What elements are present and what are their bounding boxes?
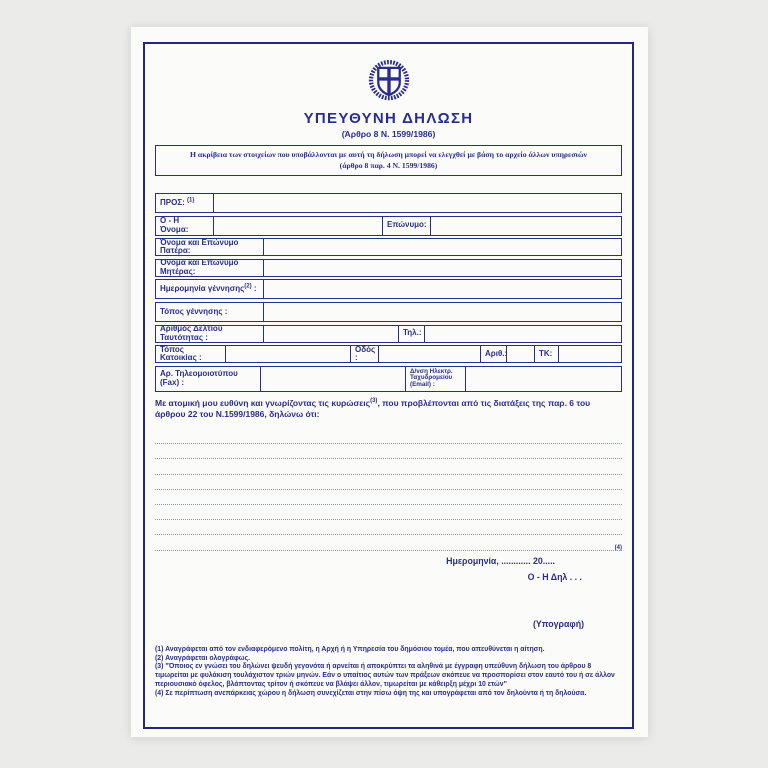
row-birth-date [155, 279, 622, 299]
declaration-line [155, 459, 622, 474]
email-field [466, 367, 621, 391]
row-fax-email [155, 366, 622, 392]
row-mother [155, 259, 622, 277]
declaration-line [155, 429, 622, 444]
birth-place-field [264, 303, 621, 321]
street-no-label: Αριθ.: [481, 346, 507, 362]
row-id-number [155, 325, 622, 343]
declaration-line [155, 475, 622, 490]
street-field [379, 346, 481, 362]
postal-code-field [559, 346, 621, 362]
date-line: Ημερομηνία, ............ 20..... [446, 556, 555, 566]
notice-line1: Η ακρίβεια των στοιχείων που υποβάλλονται με αυτή τη δήλωση μπορεί να ελεγχθεί με βάση το αρχείο άλλων υπηρεσιών [190, 149, 587, 159]
declaration-line [155, 535, 622, 550]
phone-field [425, 326, 621, 342]
name-field [214, 217, 383, 235]
father-label: Όνομα και Επώνυμο Πατέρα: [156, 239, 264, 255]
declaration-line [155, 490, 622, 505]
declaration-line [155, 505, 622, 520]
row-name [155, 216, 622, 236]
declaration-intro: Με ατομική μου ευθύνη και γνωρίζοντας τις κυρώσεις$^{(3)}$, που προβλέπονται από τις διατάξεις της παρ. 6 του άρθρου 22 του Ν.1599/1986, δηλώνω ότι: [155, 398, 591, 419]
form-subtitle: (Άρθρο 8 Ν. 1599/1986) [341, 129, 436, 139]
row-birth-place [155, 302, 622, 322]
notice-box [155, 145, 622, 176]
continuation-footnote-marker: (4) [614, 544, 622, 551]
birth-place-label: Τόπος γέννησης : [156, 303, 264, 321]
fax-field [261, 367, 406, 391]
declarant-line: Ο - Η Δηλ . . . [527, 572, 582, 582]
id-number-label: Αριθμός Δελτίου Ταυτότητας : [156, 326, 264, 342]
id-number-field [264, 326, 399, 342]
signature-label: (Υπογραφή) [533, 619, 584, 629]
footnote-2: (2) Αναγράφεται ολογράφως. [155, 654, 251, 662]
form-title: ΥΠΕΥΘΥΝΗ ΔΗΛΩΣΗ [303, 110, 474, 127]
to-label: ΠΡΟΣ: $^{(1)}$ [156, 194, 214, 212]
form-table [155, 193, 622, 392]
form-page [131, 27, 648, 737]
row-residence [155, 345, 622, 363]
surname-label: Επώνυμο: [383, 217, 431, 235]
to-field [214, 194, 621, 212]
mother-label: Όνομα και Επώνυμο Μητέρας: [156, 260, 264, 276]
row-to [155, 193, 622, 213]
footnote-4: (4) Σε περίπτωση ανεπάρκειας χώρου η δήλωση συνεχίζεται στην πίσω όψη της και υπογράφεται από τον δηλούντα ή τη δηλούσα. [155, 689, 587, 697]
street-label: Οδός : [351, 346, 379, 362]
street-no-field [507, 346, 535, 362]
phone-label: Τηλ.: [399, 326, 425, 342]
email-label: Δ/νση Ηλεκτρ. Ταχυδρομείου (Email) : [406, 367, 466, 391]
footnotes [155, 646, 622, 698]
birth-date-label: Ημερομηνία γέννησης$^{(2)}$ : [156, 280, 264, 298]
postal-code-label: ΤΚ: [535, 346, 559, 362]
declaration-line [155, 444, 622, 459]
row-father [155, 238, 622, 256]
notice-line2: (άρθρο 8 παρ. 4 Ν. 1599/1986) [339, 160, 438, 170]
residence-field [226, 346, 351, 362]
name-label: Ο - Η Όνομα: [156, 217, 214, 235]
footnote-1: (1) Αναγράφεται από τον ενδιαφερόμενο πολίτη, η Αρχή ή η Υπηρεσία του δημόσιου τομέα, που απευθύνεται η αίτηση. [155, 646, 545, 653]
page-content [155, 27, 622, 737]
greek-national-emblem-icon [155, 57, 622, 109]
surname-field [431, 217, 621, 235]
declaration-line [155, 520, 622, 535]
residence-label: Τόπος Κατοικίας : [156, 346, 226, 362]
declaration-writing-area [155, 429, 622, 551]
mother-field [264, 260, 621, 276]
birth-date-field [264, 280, 621, 298]
fax-label: Αρ. Τηλεομοιοτύπου (Fax) : [156, 367, 261, 391]
father-field [264, 239, 621, 255]
footnote-3: (3) "Όποιος εν γνώσει του δηλώνει ψευδή γεγονότα ή αρνείται ή αποκρύπτει τα αληθινά με έγγραφη υπεύθυνη δήλωση του άρθρου 8 τιμωρείται με φυλάκιση τουλάχιστον τριών μηνών. Εάν ο υπαίτιος αυτών των πράξεων σκόπευε να προσπορίσει στον εαυτό του ή σε άλλον περιουσιακό όφελος, βλάπτοντας τρίτον ή σκόπευε να βλάψει άλλον, τιμωρείται με κάθειρξη μέχρι 10 ετών" [155, 663, 615, 688]
